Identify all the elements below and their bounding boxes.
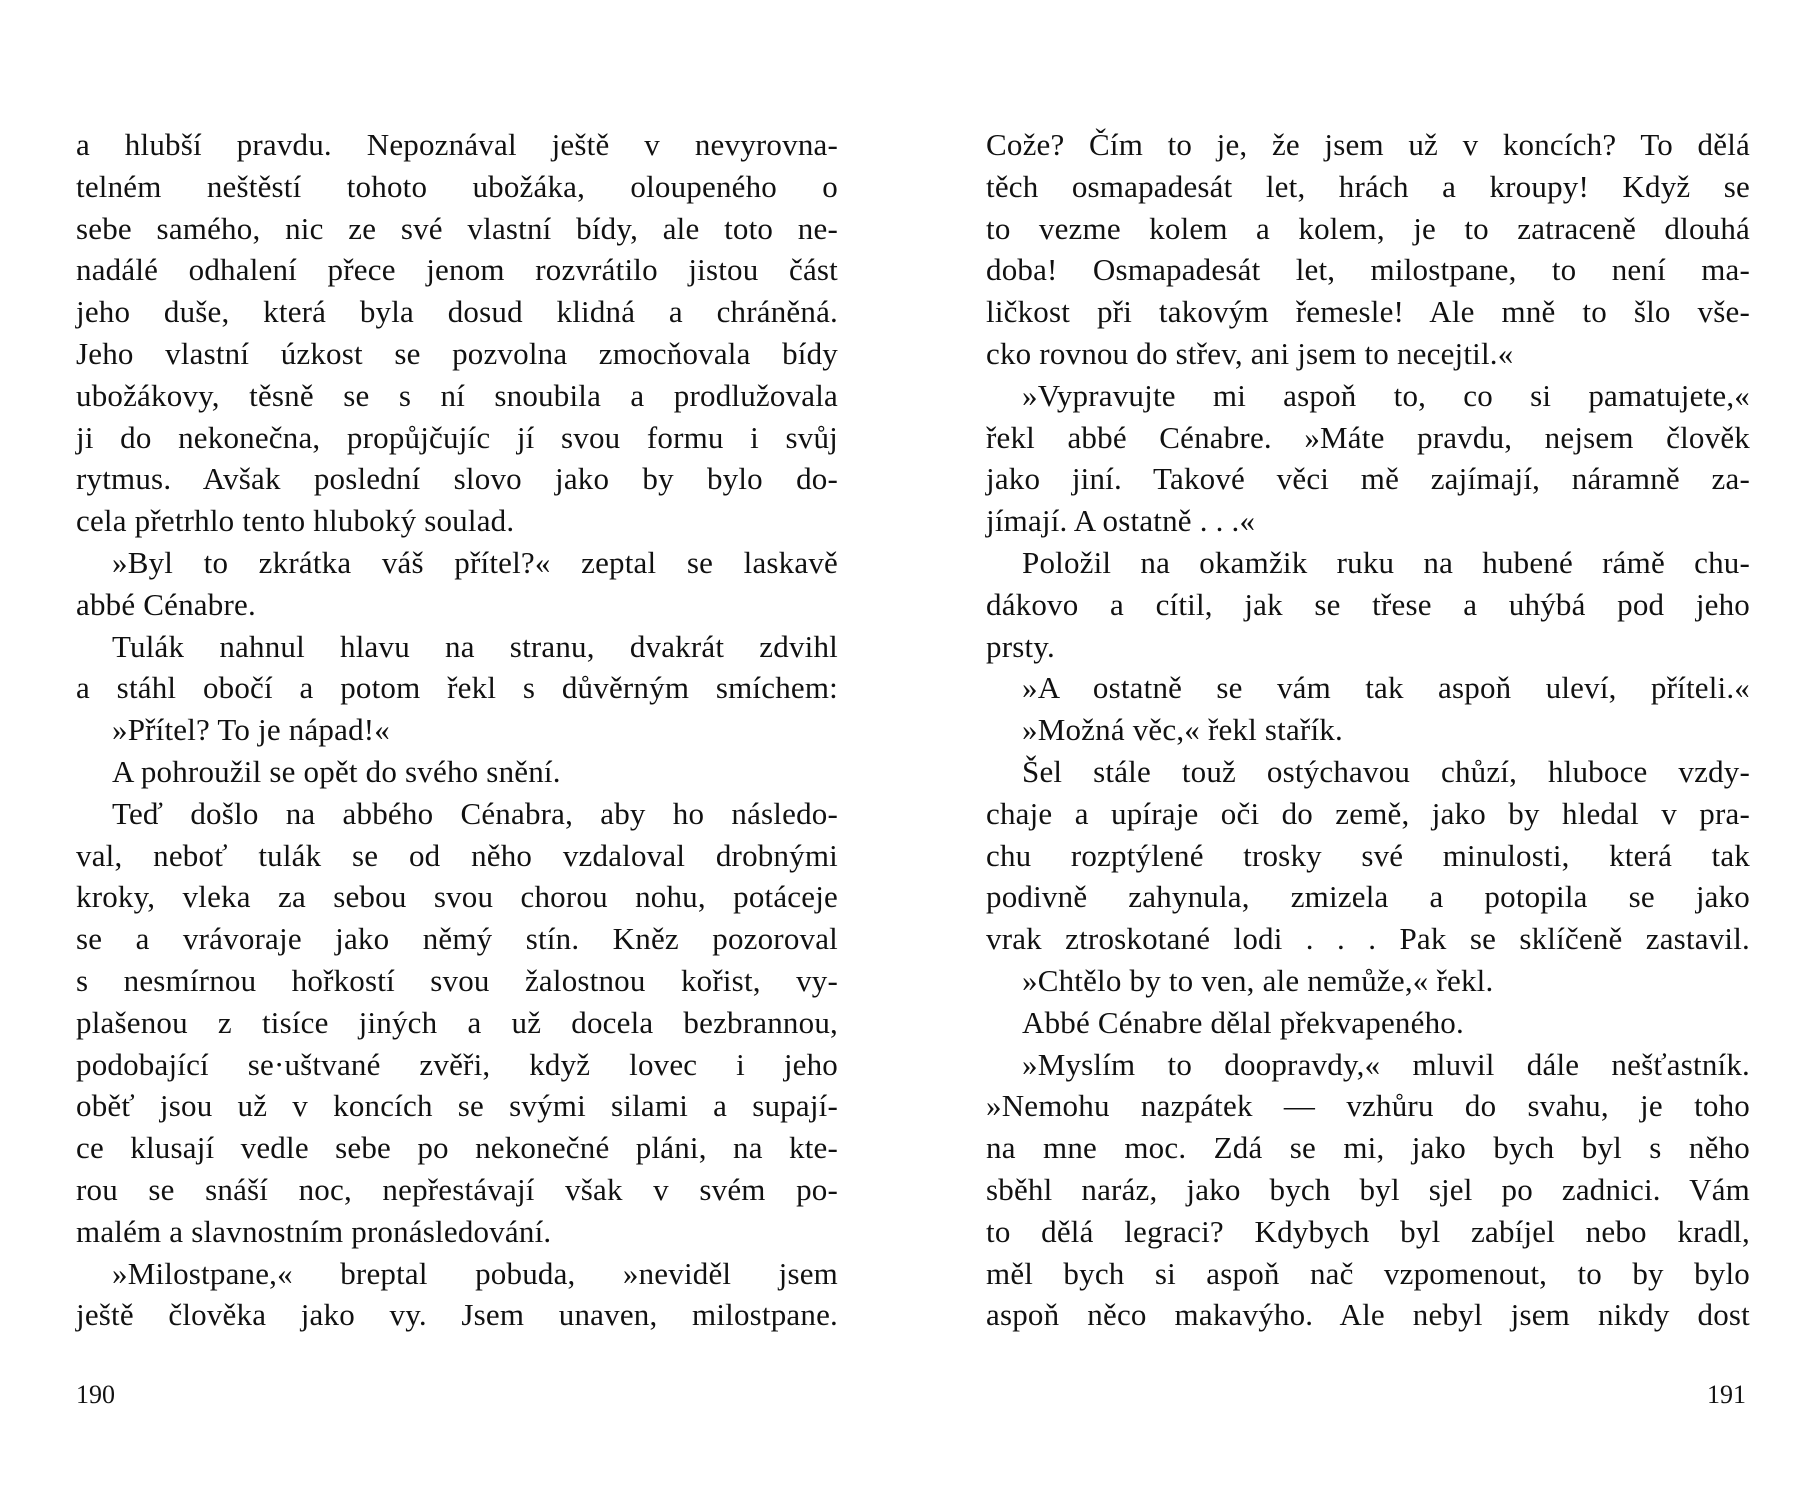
text-line: »Chtělo by to ven, ale nemůže,« řekl.	[1022, 962, 1494, 998]
text-line: se a vrávoraje jako němý stín. Kněz pozoroval	[76, 921, 838, 957]
text-line: s nesmírnou hořkostí svou žalostnou kořist, vy-	[76, 962, 838, 998]
text-line: jako jiní. Takové věci mě zajímají, náramně za-	[986, 461, 1750, 497]
text-line: aspoň něco makavýho. Ale nebyl jsem nikdy dost	[986, 1297, 1750, 1333]
text-line: »Přítel? To je nápad!«	[112, 712, 390, 748]
text-line: Jeho vlastní úzkost se pozvolna zmocňovala bídy	[76, 335, 838, 371]
text-line: ličkost při takovým řemesle! Ale mně to šlo vše-	[986, 294, 1750, 330]
text-line: vrak ztroskotané lodi . . . Pak se sklíčeně zastavil.	[986, 921, 1750, 957]
text-line: podobající se·uštvané zvěři, když lovec i jeho	[76, 1046, 838, 1082]
text-line: měl bych si aspoň nač vzpomenout, to by bylo	[986, 1255, 1750, 1291]
text-line: a hlubší pravdu. Nepoznával ještě v nevyrovna-	[76, 127, 838, 162]
text-line: abbé Cénabre.	[76, 586, 256, 622]
text-line: cko rovnou do střev, ani jsem to necejtil.«	[986, 335, 1514, 371]
text-line: »Byl to zkrátka váš přítel?« zeptal se laskavě	[112, 544, 838, 580]
left-page-text	[76, 124, 838, 1336]
text-line: plašenou z tisíce jiných a už docela bezbrannou,	[76, 1004, 838, 1040]
text-line: jímají. A ostatně . . .«	[986, 503, 1256, 539]
text-line: ji do nekonečna, propůjčujíc jí svou formu i svůj	[76, 419, 838, 455]
text-line: malém a slavnostním pronásledování.	[76, 1213, 552, 1249]
text-line: Teď došlo na abbého Cénabra, aby ho následo-	[112, 795, 838, 831]
text-line: nadálé odhalení přece jenom rozvrátilo jistou část	[76, 252, 838, 288]
text-line: val, neboť tulák se od něho vzdaloval drobnými	[76, 837, 838, 873]
text-line: dákovo a cítil, jak se třese a uhýbá pod jeho	[986, 586, 1750, 622]
text-line: telném neštěstí tohoto ubožáka, oloupeného o	[76, 168, 838, 204]
text-line: na mne moc. Zdá se mi, jako bych byl s něho	[986, 1130, 1750, 1166]
right-page-text	[986, 124, 1750, 1336]
right-page	[906, 0, 1812, 1500]
text-line: »Myslím to doopravdy,« mluvil dále nešťastník.	[1022, 1046, 1750, 1082]
text-line: ještě člověka jako vy. Jsem unaven, milostpane.	[76, 1297, 838, 1333]
text-line: těch osmapadesát let, hrách a kroupy! Když se	[986, 168, 1750, 204]
text-line: ce klusají vedle sebe po nekonečné pláni, na kte-	[76, 1130, 838, 1166]
page-number: 190	[76, 1380, 115, 1409]
text-line: podivně zahynula, zmizela a potopila se jako	[986, 879, 1750, 915]
text-line: Tulák nahnul hlavu na stranu, dvakrát zdvihl	[112, 628, 838, 664]
text-line: jeho duše, která byla dosud klidná a chráněná.	[76, 294, 838, 330]
text-line: Cože? Čím to je, že jsem už v koncích? To dělá	[986, 127, 1750, 162]
text-line: »Milostpane,« breptal pobuda, »neviděl jsem	[112, 1255, 838, 1291]
text-line: Šel stále touž ostýchavou chůzí, hluboce vzdy-	[1022, 753, 1750, 789]
text-line: chu rozptýlené trosky své minulosti, která tak	[986, 837, 1750, 873]
text-line: rou se snáší noc, nepřestávají však v svém po-	[76, 1171, 838, 1207]
text-line: »Vypravujte mi aspoň to, co si pamatujete,«	[1022, 377, 1750, 413]
text-line: A pohroužil se opět do svého snění.	[112, 753, 561, 789]
text-line: »A ostatně se vám tak aspoň uleví, příteli.«	[1022, 670, 1750, 706]
text-line: rytmus. Avšak poslední slovo jako by bylo do-	[76, 461, 838, 497]
text-line: sebe samého, nic ze své vlastní bídy, ale toto ne-	[76, 210, 838, 246]
text-line: to vezme kolem a kolem, je to zatraceně dlouhá	[986, 210, 1750, 246]
text-line: sběhl naráz, jako bych byl sjel po zadnici. Vám	[986, 1171, 1750, 1207]
text-line: prsty.	[986, 628, 1055, 664]
text-line: doba! Osmapadesát let, milostpane, to není ma-	[986, 252, 1750, 288]
text-line: »Nemohu nazpátek — vzhůru do svahu, je toho	[986, 1088, 1750, 1124]
text-line: oběť jsou už v koncích se svými silami a supají-	[76, 1088, 838, 1124]
text-line: Položil na okamžik ruku na hubené rámě chu-	[1022, 544, 1750, 580]
text-line: ubožákovy, těsně se s ní snoubila a prodlužovala	[76, 377, 838, 413]
text-line: řekl abbé Cénabre. »Máte pravdu, nejsem člověk	[986, 419, 1750, 455]
text-line: kroky, vleka za sebou svou chorou nohu, potáceje	[76, 879, 838, 915]
text-line: Abbé Cénabre dělal překvapeného.	[1022, 1004, 1464, 1040]
text-line: to dělá legraci? Kdybych byl zabíjel nebo kradl,	[986, 1213, 1750, 1249]
text-line: »Možná věc,« řekl stařík.	[1022, 712, 1343, 748]
text-line: chaje a upíraje oči do země, jako by hledal v pra-	[986, 795, 1750, 831]
text-line: cela přetrhlo tento hluboký soulad.	[76, 503, 515, 539]
page-number: 191	[1707, 1380, 1746, 1409]
text-line: a stáhl obočí a potom řekl s důvěrným smíchem:	[76, 670, 838, 706]
